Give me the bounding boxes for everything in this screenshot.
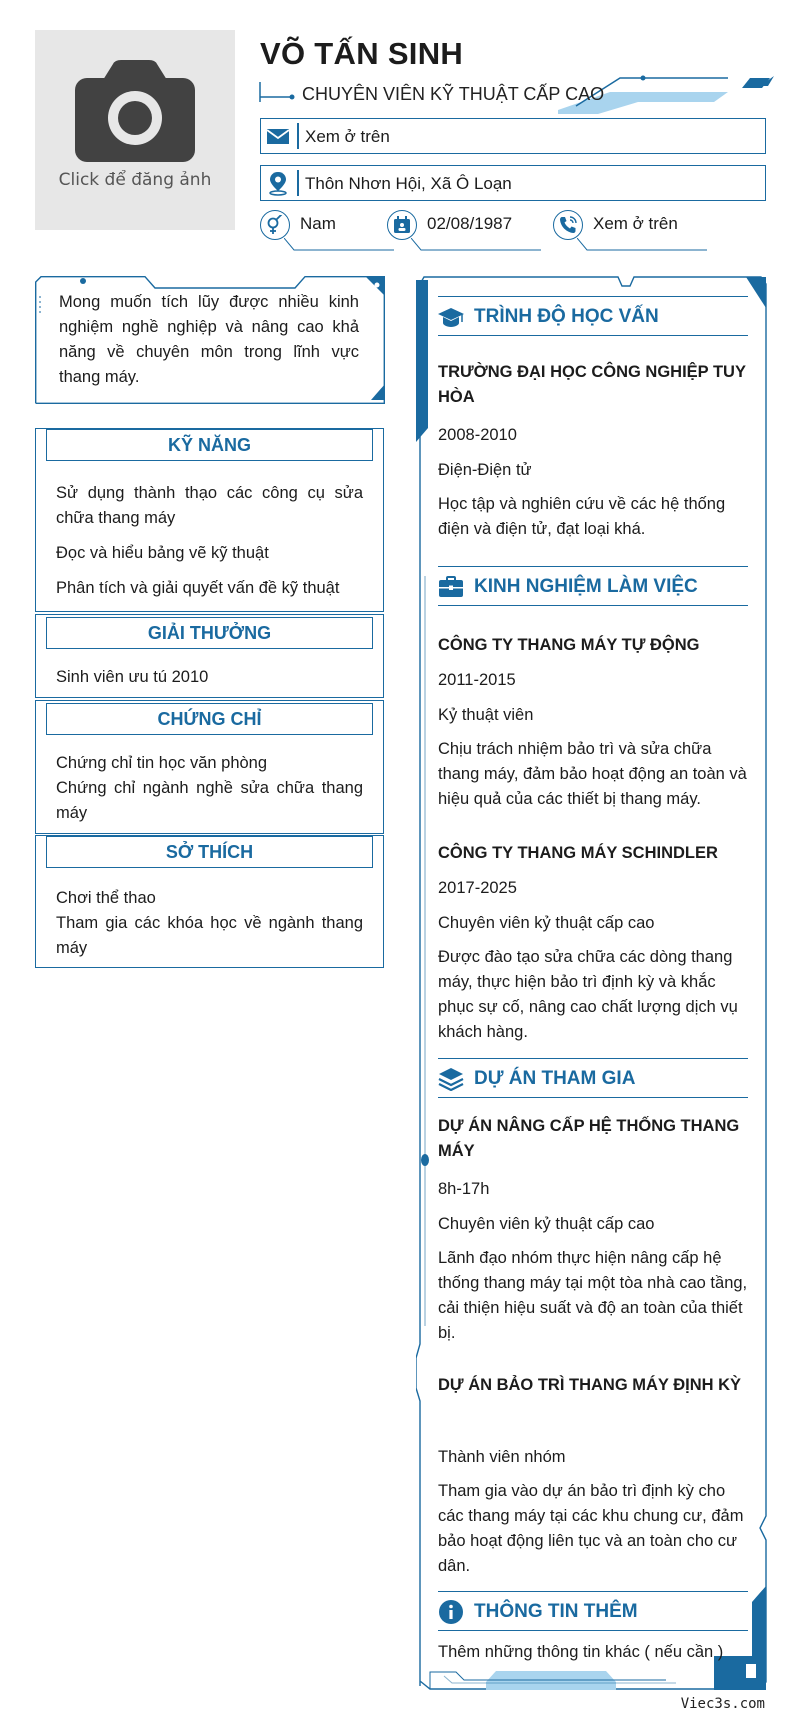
address-value: Thôn Nhơn Hội, Xã Ô Loạn xyxy=(305,174,512,193)
additional-heading-text: THÔNG TIN THÊM xyxy=(474,1601,638,1622)
candidate-name: VÕ TẤN SINH xyxy=(260,36,464,71)
email-field[interactable] xyxy=(260,118,766,154)
certificates-section xyxy=(35,700,384,834)
email-value: Xem ở trên xyxy=(305,127,390,146)
projects-heading-text: DỰ ÁN THAM GIA xyxy=(474,1068,636,1089)
gender-icon-circle xyxy=(260,210,290,240)
award-item: Sinh viên ưu tú 2010 xyxy=(56,668,209,686)
career-objective xyxy=(35,276,385,404)
job-position: Chuyên viên kỷ thuật cấp cao xyxy=(438,914,655,932)
hobby-item: Chơi thể thao xyxy=(56,889,156,907)
phone-underline xyxy=(577,238,707,258)
calendar-icon xyxy=(392,215,412,235)
job-company: CÔNG TY THANG MÁY TỰ ĐỘNG xyxy=(438,636,700,654)
awards-heading: GIẢI THƯỞNG xyxy=(46,617,373,649)
job-position: Kỷ thuật viên xyxy=(438,706,534,724)
photo-caption[interactable]: Click để đăng ảnh xyxy=(58,170,212,190)
skill-item: Đọc và hiểu bảng vẽ kỹ thuật xyxy=(56,544,269,562)
birthday-underline xyxy=(411,238,541,258)
school-name: TRƯỜNG ĐẠI HỌC CÔNG NGHIỆP TUY HÒA xyxy=(438,363,746,406)
job-title: CHUYÊN VIÊN KỸ THUẬT CẤP CAO xyxy=(302,84,605,104)
certificates-heading: CHỨNG CHỈ xyxy=(46,703,373,735)
additional-text: Thêm những thông tin khác ( nếu cần ) xyxy=(438,1643,724,1661)
job-description: Chịu trách nhiệm bảo trì và sửa chữa thang máy, đảm bảo hoạt động an toàn và hiệu quả của các thiết bị thang máy. xyxy=(438,740,747,808)
education-heading xyxy=(438,296,748,336)
gender-icon xyxy=(265,215,285,235)
email-icon xyxy=(265,123,291,149)
project-name: DỰ ÁN BẢO TRÌ THANG MÁY ĐỊNH KỲ xyxy=(438,1376,742,1394)
certificate-item: Chứng chỉ ngành nghề sửa chữa thang máy xyxy=(56,779,363,822)
info-icon xyxy=(438,1600,464,1624)
hobbies-heading: SỞ THÍCH xyxy=(46,836,373,868)
site-credit: Viec3s.com xyxy=(680,1696,765,1712)
calendar-icon-circle xyxy=(387,210,417,240)
address-field[interactable] xyxy=(260,165,766,201)
project-description: Lãnh đạo nhóm thực hiện nâng cấp hệ thống thang máy tại một tòa nhà cao tầng, cải thiện hiệu suất và độ an toàn của thiết bị. xyxy=(438,1249,748,1342)
location-pin-icon xyxy=(265,170,291,196)
hobbies-section xyxy=(35,835,384,968)
graduation-cap-icon xyxy=(438,305,464,329)
projects-heading xyxy=(438,1058,748,1098)
gender-value: Nam xyxy=(300,214,336,233)
hobby-item: Tham gia các khóa học về ngành thang máy xyxy=(56,914,363,957)
experience-heading xyxy=(438,566,748,606)
experience-heading-text: KINH NGHIỆM LÀM VIỆC xyxy=(474,576,698,597)
job-period: 2011-2015 xyxy=(438,671,516,689)
project-name: DỰ ÁN NÂNG CẤP HỆ THỐNG THANG MÁY xyxy=(438,1117,740,1160)
job-description: Được đào tạo sửa chữa các dòng thang máy, thực hiện bảo trì định kỳ và khắc phục sự cố, nâng cao chất lượng dịch vụ khách hàng. xyxy=(438,948,738,1041)
job-period: 2017-2025 xyxy=(438,879,517,897)
education-description: Học tập và nghiên cứu về các hệ thống điện và điện tử, đạt loại khá. xyxy=(438,495,726,538)
gender-underline xyxy=(284,238,394,258)
layers-icon xyxy=(438,1067,464,1091)
skills-section xyxy=(35,428,384,612)
awards-section xyxy=(35,614,384,698)
project-role: Chuyên viên kỷ thuật cấp cao xyxy=(438,1215,655,1233)
skill-item: Sử dụng thành thạo các công cụ sửa chữa thang máy xyxy=(56,484,363,527)
photo-upload[interactable] xyxy=(35,30,235,230)
skills-heading: KỸ NĂNG xyxy=(46,429,373,461)
education-major: Điện-Điện tử xyxy=(438,461,532,479)
phone-icon-circle xyxy=(553,210,583,240)
birthday-value: 02/08/1987 xyxy=(427,214,513,233)
phone-value: Xem ở trên xyxy=(593,214,678,233)
job-company: CÔNG TY THANG MÁY SCHINDLER xyxy=(438,844,718,862)
education-period: 2008-2010 xyxy=(438,426,517,444)
project-role: Thành viên nhóm xyxy=(438,1448,566,1466)
camera-icon xyxy=(75,60,195,162)
certificate-item: Chứng chỉ tin học văn phòng xyxy=(56,754,268,772)
additional-heading xyxy=(438,1591,748,1631)
project-time: 8h-17h xyxy=(438,1180,490,1198)
phone-icon xyxy=(558,215,578,235)
project-description: Tham gia vào dự án bảo trì định kỳ cho các thang máy tại các khu chung cư, đảm bảo hoạt động liên tục và an toàn cho cư dân. xyxy=(438,1482,744,1575)
education-heading-text: TRÌNH ĐỘ HỌC VẤN xyxy=(474,306,659,327)
briefcase-icon xyxy=(438,575,464,599)
skill-item: Phân tích và giải quyết vấn đề kỹ thuật xyxy=(56,579,340,597)
objective-text: Mong muốn tích lũy được nhiều kinh nghiệm nghề nghiệp và nâng cao khả năng về chuyên môn trong lĩnh vực thang máy. xyxy=(59,293,359,386)
